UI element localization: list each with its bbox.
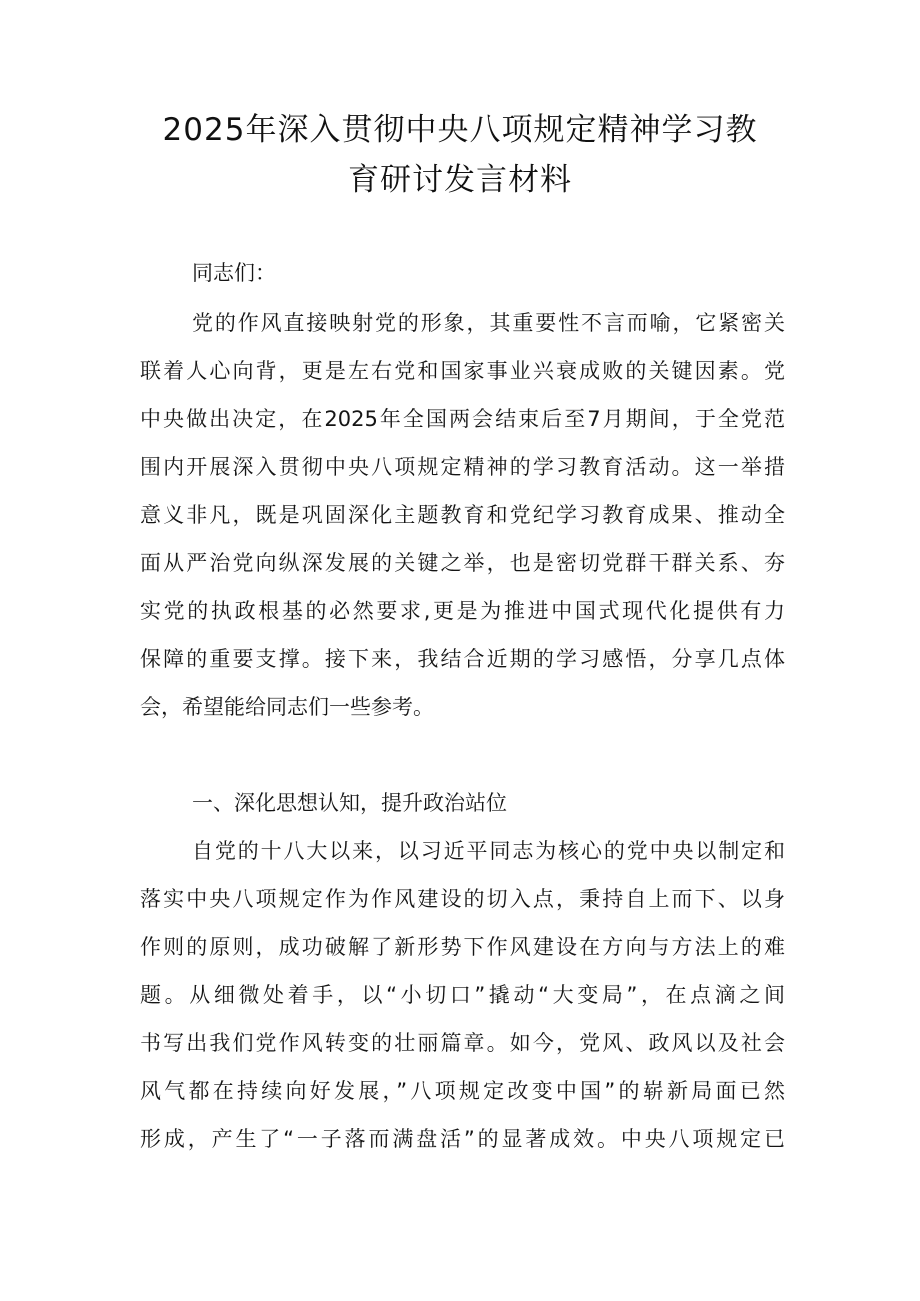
document-title-line-2: 育研讨发言材料 [348, 162, 572, 198]
paragraph-1-line: 意义非凡，既是巩固深化主题教育和党纪学习教育成果、推动全 [140, 503, 785, 527]
paragraph-2-line: 风气都在持续向好发展，”八项规定改变中国”的崭新局面已然 [140, 1079, 785, 1103]
document-title-line-1: 2025年深入贯彻中央八项规定精神学习教 [162, 112, 758, 148]
paragraph-1-line: 党的作风直接映射党的形象，其重要性不言而喻，它紧密关 [192, 311, 785, 335]
paragraph-2-line: 题。从细微处着手，以“小切口”撬动“大变局”，在点滴之间 [140, 983, 785, 1007]
paragraph-1-line: 保障的重要支撑。接下来，我结合近期的学习感悟，分享几点体 [140, 647, 785, 671]
paragraph-1-line: 围内开展深入贯彻中央八项规定精神的学习教育活动。这一举措 [140, 455, 785, 479]
paragraph-1-line: 实党的执政根基的必然要求,更是为推进中国式现代化提供有力 [140, 599, 785, 623]
paragraph-1-line: 中央做出决定，在2025年全国两会结束后至7月期间，于全党范 [140, 407, 785, 431]
paragraph-2-line: 形成，产生了“一子落而满盘活”的显著成效。中央八项规定已 [140, 1127, 785, 1151]
paragraph-1-line: 会，希望能给同志们一些参考。 [140, 695, 434, 719]
section-heading: 一、深化思想认知，提升政治站位 [192, 791, 507, 815]
paragraph-2-line: 落实中央八项规定作为作风建设的切入点，秉持自上而下、以身 [140, 887, 785, 911]
paragraph-1-line: 面从严治党向纵深发展的关键之举，也是密切党群干群关系、夯 [140, 551, 785, 575]
paragraph-2-line: 自党的十八大以来，以习近平同志为核心的党中央以制定和 [192, 839, 785, 863]
salutation: 同志们： [192, 261, 276, 285]
paragraph-2-line: 作则的原则，成功破解了新形势下作风建设在方向与方法上的难 [140, 935, 785, 959]
paragraph-2-line: 书写出我们党作风转变的壮丽篇章。如今，党风、政风以及社会 [140, 1031, 785, 1055]
paragraph-1-line: 联着人心向背，更是左右党和国家事业兴衰成败的关键因素。党 [140, 359, 785, 383]
